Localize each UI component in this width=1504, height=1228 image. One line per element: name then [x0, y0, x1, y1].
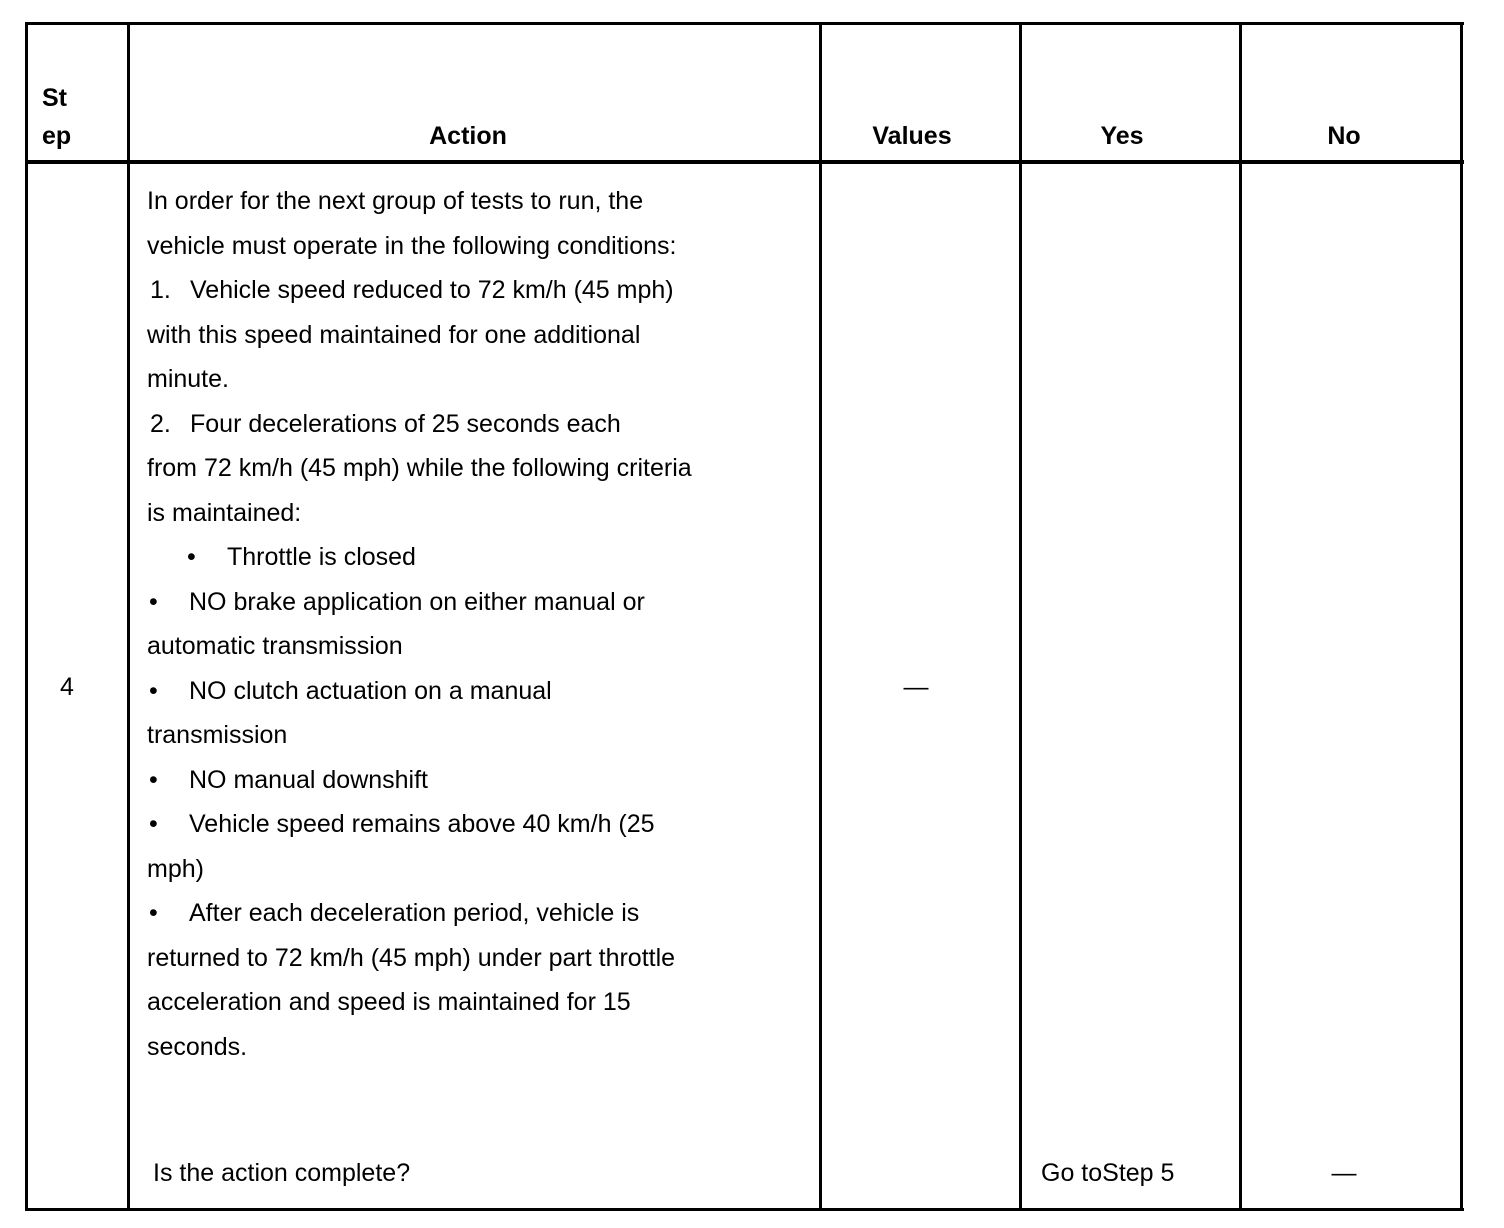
bullet-marker: • [149, 765, 158, 794]
action-intro-line: vehicle must operate in the following conditions: [147, 231, 677, 260]
step-number: 4 [60, 673, 74, 701]
bullet-continuation: transmission [147, 721, 288, 749]
bullet-continuation: mph) [147, 854, 204, 883]
table-bottom-border [25, 1208, 1464, 1211]
bullet-text: Vehicle speed remains above 40 km/h (25 [189, 810, 655, 838]
item-text: Four decelerations of 25 seconds each [190, 409, 621, 438]
criteria-bullet-2 [147, 580, 807, 625]
bullet-text: NO manual downshift [189, 765, 429, 794]
header-values: Values [872, 122, 952, 150]
header-step-line1: St [42, 84, 67, 112]
no-cell: — [1331, 1159, 1357, 1187]
values-cell: — [903, 673, 929, 701]
header-no: No [1327, 122, 1361, 150]
action-instructions [147, 179, 807, 1069]
bullet-text: NO brake application on either manual or [189, 587, 645, 616]
yes-cell: Go toStep 5 [1041, 1159, 1175, 1187]
column-divider-yes [1239, 22, 1242, 1211]
header-action: Action [429, 122, 507, 150]
numbered-item-1 [147, 268, 807, 313]
numbered-item-2 [147, 402, 807, 447]
criteria-bullet-1 [147, 535, 807, 580]
item-continuation: from 72 km/h (45 mph) while the following criteria [147, 454, 692, 482]
header-step [42, 79, 122, 155]
bullet-continuation: automatic transmission [147, 632, 403, 660]
column-divider-action [819, 22, 822, 1211]
criteria-bullet-6 [147, 891, 807, 936]
criteria-bullet-3 [147, 669, 807, 714]
bullet-continuation: seconds. [147, 1032, 248, 1061]
bullet-marker: • [149, 587, 158, 616]
bullet-text: Throttle is closed [227, 543, 416, 571]
column-divider-step [127, 22, 130, 1211]
column-divider-values [1019, 22, 1022, 1211]
bullet-marker: • [187, 543, 196, 571]
bullet-continuation: acceleration and speed is maintained for 15 [147, 988, 631, 1016]
bullet-text: NO clutch actuation on a manual [189, 676, 552, 705]
criteria-bullet-4 [147, 758, 807, 803]
item-continuation: with this speed maintained for one additional [147, 320, 641, 349]
bullet-continuation: returned to 72 km/h (45 mph) under part throttle [147, 943, 676, 972]
item-number: 1. [150, 276, 171, 304]
table-left-border [25, 22, 28, 1211]
criteria-bullet-5 [147, 802, 807, 847]
bullet-text: After each deceleration period, vehicle is [189, 899, 640, 927]
bullet-marker: • [149, 676, 158, 705]
item-number: 2. [150, 409, 171, 438]
header-yes: Yes [1100, 122, 1144, 150]
bullet-marker: • [149, 899, 158, 927]
table-top-border [25, 22, 1464, 25]
header-step-line2: ep [42, 122, 72, 150]
action-intro-line: In order for the next group of tests to run, the [147, 187, 644, 215]
item-continuation: is maintained: [147, 498, 302, 527]
table-right-border [1460, 22, 1463, 1211]
action-question: Is the action complete? [153, 1159, 411, 1187]
item-text: Vehicle speed reduced to 72 km/h (45 mph) [190, 276, 674, 304]
item-continuation: minute. [147, 365, 229, 393]
header-bottom-border [25, 160, 1464, 164]
bullet-marker: • [149, 810, 158, 838]
